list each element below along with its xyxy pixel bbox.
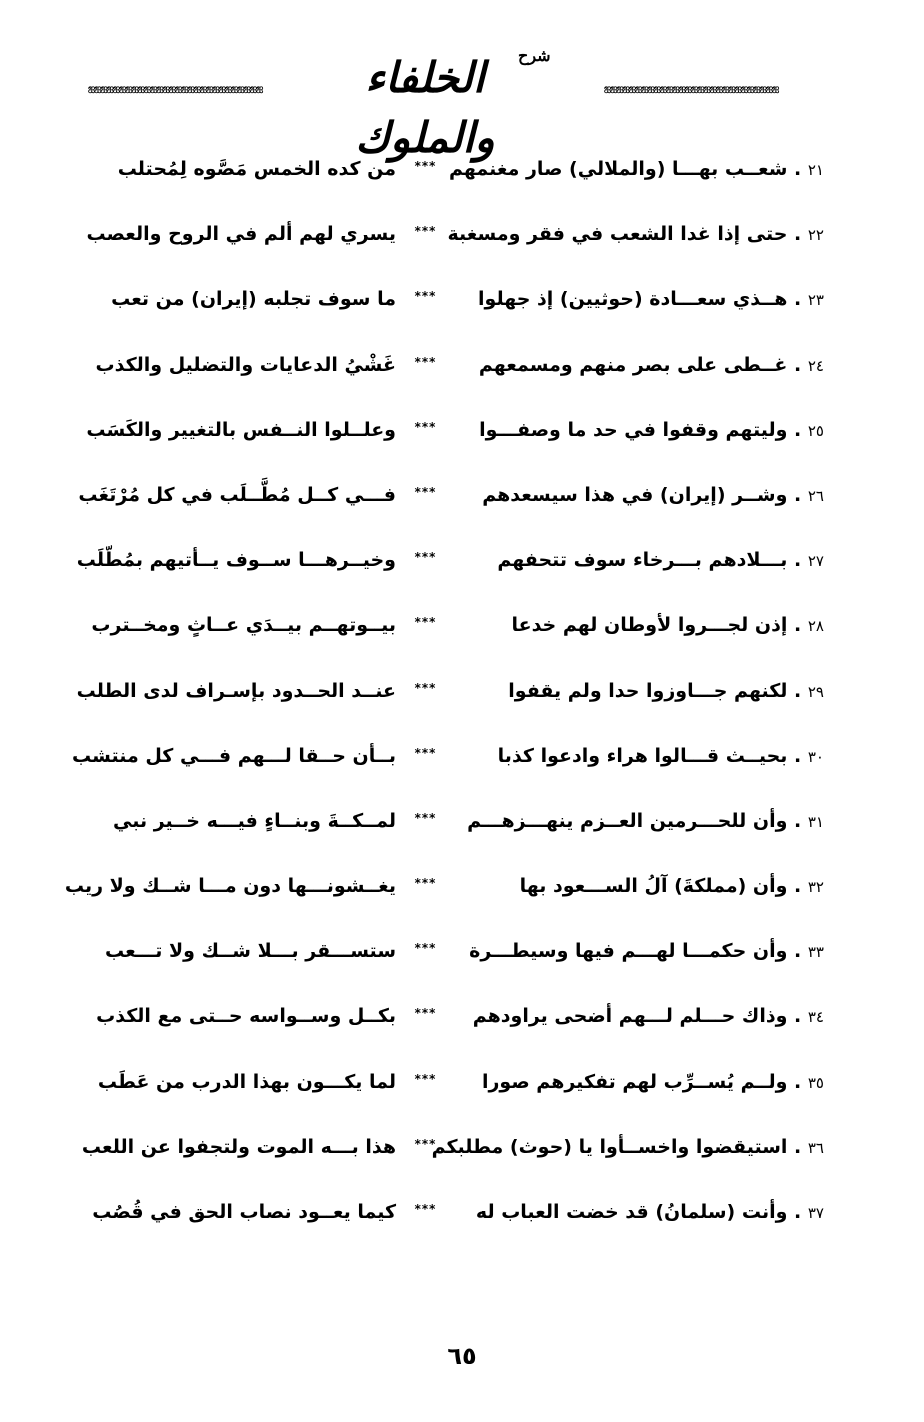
verse-first-hemistich: ٣٥ . ولــم يُســرِّب لهم تفكيرهم صورا <box>481 1070 824 1093</box>
verse-number: ٢٩ <box>807 682 824 701</box>
verse-separator: *** <box>414 224 436 239</box>
verse-number: ٢٥ <box>807 421 824 440</box>
verse-number: ٣٧ <box>807 1204 824 1222</box>
verse-first-text: وذاك حـــلم لـــهم أضحى يراودهم <box>472 1005 788 1028</box>
verse-second-hemistich: ستســـقر بـــلا شــك ولا تـــعب <box>104 940 396 963</box>
verse-first-text: وليتهم وقفوا في حد ما وصفـــوا <box>479 418 788 441</box>
verse-second-hemistich: وعلــلوا النــفس بالتغيير والكَسَب <box>86 418 396 441</box>
verse-line <box>0 409 924 474</box>
verse-separator: *** <box>414 680 436 695</box>
verse-separator: *** <box>414 1202 436 1216</box>
verse-first-text: ولــم يُســرِّب لهم تفكيرهم صورا <box>481 1070 788 1093</box>
verse-first-hemistich: ٣٦ . استيقضوا واخســأوا يا (حوث) مطلبكم <box>431 1135 824 1158</box>
verse-first-hemistich: ٢٨ . إذن لجـــروا لأوطان لهم خدعا <box>511 614 824 637</box>
verse-second-hemistich: هذا بـــه الموت ولتجفوا عن اللعب <box>81 1135 396 1158</box>
verse-second-hemistich: يسري لهم ألم في الروح والعصب <box>86 223 396 246</box>
verse-line <box>0 278 924 343</box>
page-number: ٦٥ <box>447 1342 477 1370</box>
verse-number: ٣٣ <box>807 943 824 962</box>
verse-second-hemistich: بيــوتهــم بيــدَي عــاثٍ ومخــترب <box>91 614 396 637</box>
header-title-block <box>300 40 620 162</box>
verse-line <box>0 1061 924 1126</box>
verse-separator: *** <box>414 159 436 173</box>
verse-line <box>0 1191 924 1256</box>
verse-line <box>0 1126 924 1191</box>
verse-first-text: وأنت (سلمانُ) قد خضت العباب له <box>475 1201 788 1223</box>
verse-first-hemistich: ٣١ . وأن للحـــرمين العــزم ينهـــزهـــم <box>467 809 824 832</box>
verse-number: ٢٦ <box>807 486 824 505</box>
verse-separator: *** <box>414 876 436 891</box>
verse-first-hemistich: ٢١ . شعــب بهـــا (والملالي) صار مغنمهم <box>448 158 824 180</box>
verse-separator: *** <box>414 550 436 565</box>
verse-first-text: بحيــث قـــالوا هراء وادعوا كذبا <box>497 744 788 767</box>
book-title: الخلفاء والملوك <box>355 53 495 162</box>
verse-first-text: حتى إذا غدا الشعب في فقر ومسغبة <box>447 223 788 246</box>
verse-first-text: شعــب بهـــا (والملالي) صار مغنمهم <box>448 158 788 180</box>
verse-second-hemistich: فـــي كــل مُطَّــلَب في كل مُرْتَغَب <box>78 483 396 506</box>
verse-number: ٣٥ <box>807 1073 824 1092</box>
verse-first-hemistich: ٢٢ . حتى إذا غدا الشعب في فقر ومسغبة <box>447 223 824 246</box>
verse-first-text: وشــر (إيران) في هذا سيسعدهم <box>482 483 788 506</box>
verse-number: ٣٦ <box>807 1138 824 1157</box>
verse-number: ٢٣ <box>807 291 824 310</box>
verse-second-hemistich: ما سوف تجلبه (إيران) من تعب <box>111 288 396 311</box>
verse-number: ٣٢ <box>807 878 824 897</box>
title-prefix: شرح <box>518 46 551 65</box>
verse-first-hemistich: ٣٤ . وذاك حـــلم لـــهم أضحى يراودهم <box>472 1005 824 1028</box>
verse-first-text: هــذي سعـــادة (حوثيين) إذ جهلوا <box>478 288 788 311</box>
verse-line <box>0 800 924 865</box>
verse-first-hemistich: ٢٦ . وشــر (إيران) في هذا سيسعدهم <box>482 483 824 506</box>
verse-number: ٣٤ <box>807 1008 824 1027</box>
verse-separator: *** <box>414 419 436 434</box>
verse-second-hemistich: لما يكـــون بهذا الدرب من عَطَب <box>97 1070 396 1093</box>
verse-second-hemistich: كيما يعــود نصاب الحق في قُصُب <box>92 1201 396 1223</box>
verse-first-text: استيقضوا واخســأوا يا (حوث) مطلبكم <box>431 1135 788 1158</box>
verse-line <box>0 344 924 409</box>
verse-separator: *** <box>414 810 436 825</box>
verse-number: ٢٤ <box>807 356 824 375</box>
verse-number: ٢٧ <box>807 552 824 571</box>
verse-separator: *** <box>414 1071 436 1086</box>
header-ornament-right: ஐஐஐஐஐஐஐஐஐஐஐஐஐஐஐஐஐஐஐஐஐஐஐஐஐஐஐஐ <box>604 84 779 94</box>
verse-line <box>0 735 924 800</box>
verse-first-text: لكنهم جـــاوزوا حدا ولم يقفوا <box>508 679 788 702</box>
verse-line <box>0 213 924 278</box>
verse-separator: *** <box>414 615 436 630</box>
verse-line <box>0 148 924 213</box>
verse-first-text: غــطى على بصر منهم ومسمعهم <box>478 353 788 376</box>
header-ornament-left: ஐஐஐஐஐஐஐஐஐஐஐஐஐஐஐஐஐஐஐஐஐஐஐஐஐஐஐஐ <box>88 84 263 94</box>
verse-second-hemistich: بــأن حــقا لـــهم فـــي كل منتشب <box>72 744 396 767</box>
verse-line <box>0 539 924 604</box>
verse-first-text: إذن لجـــروا لأوطان لهم خدعا <box>511 614 788 637</box>
verse-second-hemistich: غَشْيُ الدعايات والتضليل والكذب <box>95 353 396 376</box>
verse-separator: *** <box>414 289 436 304</box>
verse-separator: *** <box>414 1006 436 1021</box>
verse-number: ٢٢ <box>807 226 824 245</box>
verse-line <box>0 865 924 930</box>
verse-number: ٣٠ <box>807 747 824 766</box>
verse-separator: *** <box>414 941 436 956</box>
verse-first-text: بـــلادهم بـــرخاء سوف تتحفهم <box>497 549 788 572</box>
verse-line <box>0 670 924 735</box>
verse-first-hemistich: ٢٣ . هــذي سعـــادة (حوثيين) إذ جهلوا <box>478 288 824 311</box>
page-header <box>0 40 924 162</box>
verse-first-hemistich: ٢٤ . غــطى على بصر منهم ومسمعهم <box>478 353 824 376</box>
verse-separator: *** <box>414 354 436 369</box>
verse-first-hemistich: ٣٣ . وأن حكمـــا لهـــم فيها وسيطـــرة <box>469 940 824 963</box>
verse-separator: *** <box>414 1136 436 1151</box>
verse-first-text: وأن حكمـــا لهـــم فيها وسيطـــرة <box>469 940 788 963</box>
verse-line <box>0 995 924 1060</box>
verse-line <box>0 474 924 539</box>
verse-separator: *** <box>414 484 436 499</box>
verse-number: ٢١ <box>807 161 824 179</box>
verse-second-hemistich: بكــل وســواسه حــتى مع الكذب <box>96 1005 396 1028</box>
verse-first-text: وأن (مملكةَ) آلُ الســـعود بها <box>519 875 788 898</box>
verse-first-hemistich: ٣٧ . وأنت (سلمانُ) قد خضت العباب له <box>475 1201 824 1223</box>
verse-second-hemistich: يغــشونـــها دون مـــا شــك ولا ريب <box>64 875 396 898</box>
verse-second-hemistich: لمــكــةَ وبنــاءٍ فيـــه خــير نبي <box>113 809 396 832</box>
verse-first-text: وأن للحـــرمين العــزم ينهـــزهـــم <box>467 809 788 832</box>
verse-first-hemistich: ٢٩ . لكنهم جـــاوزوا حدا ولم يقفوا <box>508 679 824 702</box>
verse-first-hemistich: ٣٠ . بحيــث قـــالوا هراء وادعوا كذبا <box>497 744 824 767</box>
verse-number: ٣١ <box>807 812 824 831</box>
poem-verses <box>0 148 924 1256</box>
verse-second-hemistich: من كده الخمس مَصَّوه لِمُحتلب <box>117 158 396 180</box>
verse-first-hemistich: ٣٢ . وأن (مملكةَ) آلُ الســـعود بها <box>519 875 824 898</box>
verse-line <box>0 930 924 995</box>
verse-first-hemistich: ٢٥ . وليتهم وقفوا في حد ما وصفـــوا <box>479 418 824 441</box>
verse-number: ٢٨ <box>807 617 824 636</box>
verse-line <box>0 604 924 669</box>
verse-first-hemistich: ٢٧ . بـــلادهم بـــرخاء سوف تتحفهم <box>497 549 824 572</box>
verse-second-hemistich: عنــد الحــدود بإسـراف لدى الطلب <box>76 679 396 702</box>
verse-second-hemistich: وخيــرهـــا ســوف يــأتيهم بمُطّلَب <box>76 549 396 572</box>
verse-separator: *** <box>414 745 436 760</box>
